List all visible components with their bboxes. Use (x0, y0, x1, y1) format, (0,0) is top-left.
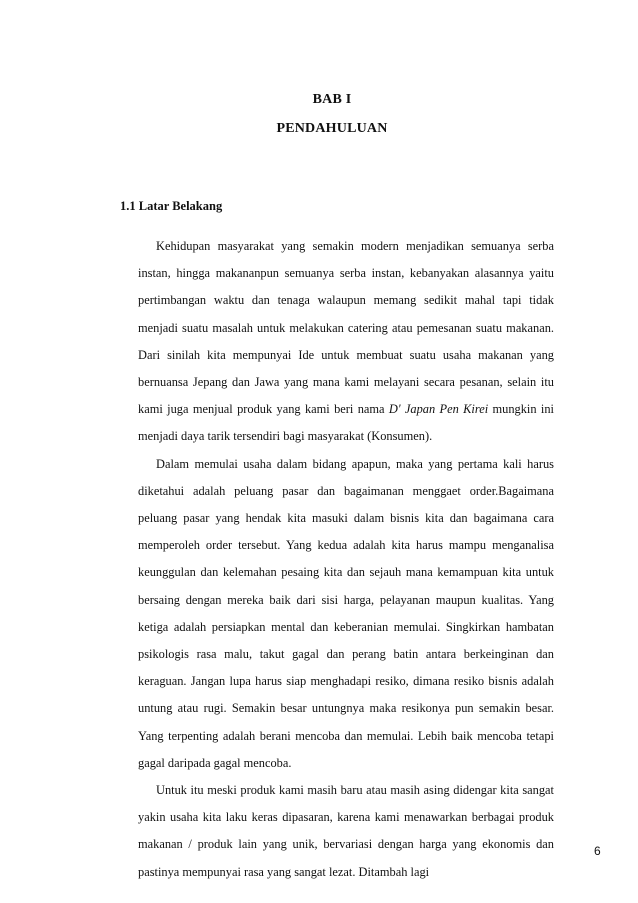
brand-name: D' Japan Pen Kirei (388, 402, 489, 417)
paragraph-1-text-b: mungkin ini menjadi daya tarik tersendiri bagi masyarakat (Konsumen). (138, 402, 554, 444)
paragraph-1 (138, 233, 554, 451)
body-text (138, 233, 554, 886)
paragraph-3: Untuk itu meski produk kami masih baru atau masih asing didengar kita sangat yakin usaha kita laku keras dipasaran, karena kami menawarkan berbagai produk makanan / produk lain yang unik, bervariasi dengan harga yang ekonomis dan pastinya mempunyai rasa yang sangat lezat. Ditambah lagi (138, 783, 554, 879)
section-heading: 1.1 Latar Belakang (120, 199, 223, 213)
page-number: 6 (594, 844, 601, 858)
chapter-title: PENDAHULUAN (276, 121, 388, 136)
chapter-number: BAB I (312, 92, 352, 107)
paragraph-1-text-a: Kehidupan masyarakat yang semakin modern menjadikan semuanya serba instan, hingga makananpun semuanya serba instan, kebanyakan alasannya yaitu pertimbangan waktu dan tenaga walaupun memang sedikit mahal tapi tidak menjadi suatu masalah untuk melakukan catering atau pemesanan suatu makanan. Dari sinilah kita mempunyai Ide untuk membuat suatu usaha makanan yang bernuansa Jepang dan Jawa yang mana kami melayani secara pesanan, selain itu kami juga menjual produk yang kami beri nama (138, 239, 554, 417)
paragraph-2: Dalam memulai usaha dalam bidang apapun, maka yang pertama kali harus diketahui adalah peluang pasar dan bagaimanan menggaet order.Bagaimana peluang pasar yang hendak kita masuki dalam bisnis kita dan bagaimana cara memperoleh order tersebut. Yang kedua adalah kita harus mampu menganalisa keunggulan dan kelemahan pesaing kita dan sejauh mana kemampuan kita untuk bersaing dengan mereka baik dari sisi harga, pelayanan maupun kualitas. Yang ketiga adalah persiapkan mental dan keberanian memulai. Singkirkan hambatan psikologis rasa malu, takut gagal dan perang batin antara berkeinginan dan keraguan. Jangan lupa harus siap menghadapi resiko, dimana resiko bisnis adalah untung atau rugi. Semakin besar untungnya maka resikonya pun semakin besar. Yang terpenting adalah berani mencoba dan memulai. Lebih baik mencoba tetapi gagal daripada gagal mencoba. (138, 456, 554, 770)
